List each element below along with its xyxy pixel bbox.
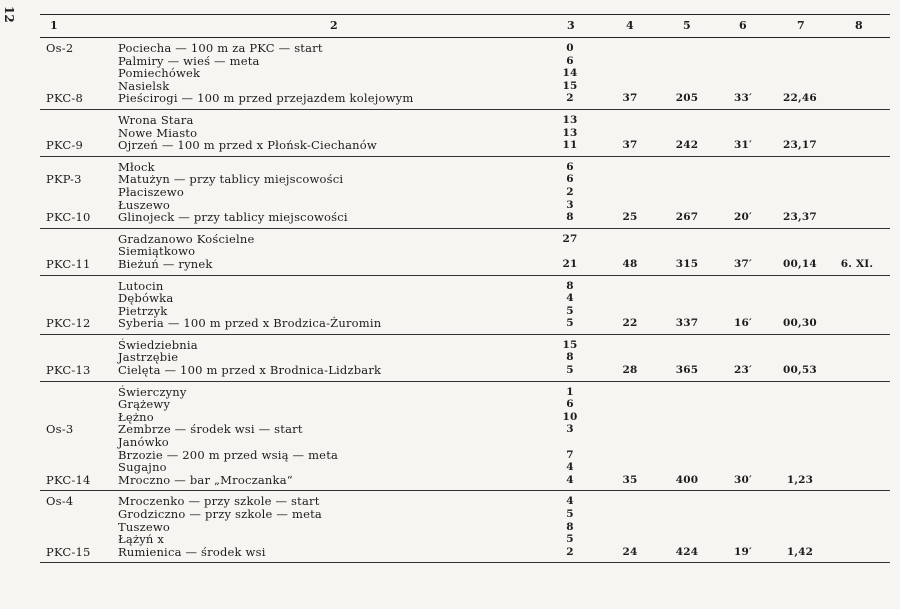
table-row: [40, 186, 890, 199]
segment-time: 33′: [734, 92, 752, 105]
location-name: Bieżuń — rynek: [118, 256, 213, 271]
table-section: [40, 491, 890, 563]
total-km: 205: [675, 92, 699, 105]
table-row: [40, 317, 890, 330]
distance-km: 4: [566, 495, 574, 508]
distance-km: 15: [562, 79, 578, 92]
total-km: 424: [675, 545, 699, 558]
location-name: Jastrzębie: [118, 350, 179, 365]
page-number: 12: [2, 6, 16, 23]
segment-km: 48: [622, 257, 638, 270]
table-header: [40, 14, 890, 38]
header-col-5: 5: [683, 19, 691, 32]
distance-km: 13: [562, 113, 578, 126]
location-name: Nowe Miasto: [118, 125, 198, 140]
table-body: [40, 38, 890, 563]
header-col-1: 1: [50, 19, 58, 32]
distance-km: 3: [566, 198, 574, 211]
segment-time: 37′: [734, 257, 752, 270]
distance-km: 10: [562, 410, 578, 423]
table-section: [40, 157, 890, 229]
segment-km: 22: [622, 317, 638, 330]
location-name: Świedziebnia: [118, 337, 198, 352]
distance-km: 6: [566, 398, 574, 411]
distance-km: 4: [566, 292, 574, 305]
location-name: Lutocin: [118, 278, 164, 293]
distance-km: 11: [562, 139, 578, 152]
checkpoint-code: Os-3: [46, 422, 74, 437]
table-section: [40, 276, 890, 335]
table-row: [40, 449, 890, 462]
table-row: [40, 461, 890, 474]
table-row: [40, 474, 890, 487]
total-km: 242: [675, 139, 699, 152]
checkpoint-code: PKP-3: [46, 172, 82, 187]
arrival-time: 00,14: [783, 257, 817, 270]
segment-km: 35: [622, 473, 638, 486]
checkpoint-code: PKC-8: [46, 91, 84, 106]
table-row: [40, 508, 890, 521]
distance-km: 1: [566, 385, 574, 398]
table-section: [40, 382, 890, 492]
distance-km: 0: [566, 42, 574, 54]
total-km: 337: [675, 317, 699, 330]
location-name: Matużyn — przy tablicy miejscowości: [118, 172, 344, 187]
distance-km: 5: [566, 533, 574, 546]
distance-km: 6: [566, 54, 574, 67]
table-row: [40, 42, 890, 55]
location-name: Grążewy: [118, 397, 171, 412]
distance-km: 8: [566, 211, 574, 224]
header-col-4: 4: [626, 19, 634, 32]
segment-time: 23′: [734, 364, 752, 377]
distance-km: 5: [566, 304, 574, 317]
arrival-time: 1,42: [786, 545, 814, 558]
checkpoint-code: PKC-13: [46, 363, 91, 378]
distance-km: 27: [562, 232, 578, 245]
checkpoint-code: PKC-10: [46, 210, 91, 225]
arrival-time: 00,30: [783, 317, 817, 330]
arrival-time: 1,23: [786, 473, 814, 486]
arrival-time: 22,46: [783, 92, 817, 105]
table-row: [40, 521, 890, 534]
segment-km: 37: [622, 92, 638, 105]
location-name: Syberia — 100 m przed x Brodzica-Żuromin: [118, 316, 382, 331]
arrival-time: 23,37: [783, 211, 817, 224]
checkpoint-code: Os-4: [46, 494, 74, 509]
date: 6. XI.: [840, 257, 874, 270]
distance-km: 3: [566, 423, 574, 436]
location-name: Pomiechówek: [118, 66, 201, 81]
location-name: Zembrze — środek wsi — start: [118, 422, 303, 437]
location-name: Ojrzeń — 100 m przed x Płońsk-Ciechanów: [118, 138, 377, 153]
arrival-time: 00,53: [783, 364, 817, 377]
table-row: [40, 92, 890, 105]
distance-km: 5: [566, 508, 574, 520]
table-row: [40, 67, 890, 80]
location-name: Siemiątkowo: [118, 244, 196, 259]
location-name: Łążyń x: [118, 532, 165, 547]
segment-time: 19′: [734, 545, 752, 558]
location-name: Nasielsk: [118, 78, 170, 93]
distance-km: 6: [566, 160, 574, 173]
location-name: Mroczenko — przy szkole — start: [118, 494, 320, 509]
location-name: Glinojeck — przy tablicy miejscowości: [118, 210, 348, 225]
segment-km: 37: [622, 139, 638, 152]
location-name: Pieścirogi — 100 m przed przejazdem kolejowym: [118, 91, 414, 106]
checkpoint-code: PKC-11: [46, 256, 91, 271]
header-col-3: 3: [567, 19, 575, 32]
table-row: [40, 292, 890, 305]
distance-km: 4: [566, 473, 574, 486]
table-section: [40, 335, 890, 382]
segment-time: 20′: [734, 211, 752, 224]
location-name: Cielęta — 100 m przed x Brodnica-Lidzbark: [118, 363, 382, 378]
distance-km: 15: [562, 338, 578, 351]
header-col-6: 6: [739, 19, 747, 32]
location-name: Dębówka: [118, 291, 174, 306]
location-name: Młock: [118, 159, 155, 174]
total-km: 365: [675, 364, 699, 377]
segment-time: 30′: [734, 473, 752, 486]
location-name: Sugajno: [118, 460, 167, 475]
checkpoint-code: PKC-14: [46, 472, 91, 487]
location-name: Świerczyny: [118, 384, 187, 399]
location-name: Janówko: [118, 435, 169, 450]
distance-km: 8: [566, 279, 574, 292]
checkpoint-code: Os-2: [46, 41, 74, 55]
segment-time: 31′: [734, 139, 752, 152]
distance-km: 8: [566, 351, 574, 364]
table-row: [40, 436, 890, 449]
header-col-2: 2: [330, 19, 338, 32]
location-name: Pietrzyk: [118, 303, 168, 318]
total-km: 400: [675, 473, 699, 486]
distance-km: 8: [566, 520, 574, 533]
segment-km: 24: [622, 545, 638, 558]
header-col-7: 7: [797, 19, 805, 32]
distance-km: 2: [566, 545, 574, 558]
arrival-time: 23,17: [783, 139, 817, 152]
location-name: Palmiry — wieś — meta: [118, 53, 260, 68]
location-name: Mroczno — bar „Mroczanka“: [118, 472, 293, 487]
location-name: Rumienica — środek wsi: [118, 544, 266, 559]
table-section: [40, 229, 890, 276]
location-name: Pociecha — 100 m za PKC — start: [118, 41, 323, 55]
table-row: [40, 546, 890, 559]
location-name: Płaciszewo: [118, 184, 184, 199]
total-km: 315: [675, 257, 699, 270]
segment-time: 16′: [734, 317, 752, 330]
table-section: [40, 38, 890, 110]
distance-km: 7: [566, 448, 574, 461]
checkpoint-code: PKC-9: [46, 138, 84, 153]
distance-km: 5: [566, 317, 574, 330]
table-row: [40, 364, 890, 377]
distance-km: 13: [562, 126, 578, 139]
table-row: [40, 258, 890, 271]
location-name: Gradzanowo Kościelne: [118, 231, 255, 246]
distance-km: 6: [566, 173, 574, 186]
distance-km: 2: [566, 92, 574, 105]
location-name: Grodziczno — przy szkole — meta: [118, 507, 322, 521]
distance-km: 21: [562, 257, 578, 270]
location-name: Łężno: [118, 409, 154, 424]
route-table: [40, 14, 890, 563]
distance-km: 5: [566, 364, 574, 377]
table-section: [40, 110, 890, 157]
location-name: Brzozie — 200 m przed wsią — meta: [118, 447, 339, 462]
checkpoint-code: PKC-12: [46, 316, 91, 331]
total-km: 267: [675, 211, 699, 224]
segment-km: 25: [622, 211, 638, 224]
location-name: Łuszewo: [118, 197, 171, 212]
distance-km: 14: [562, 67, 578, 80]
table-row: [40, 139, 890, 152]
table-row: [40, 398, 890, 411]
distance-km: 2: [566, 185, 574, 198]
location-name: Wrona Stara: [118, 112, 194, 127]
table-row: [40, 533, 890, 546]
table-row: [40, 211, 890, 224]
segment-km: 28: [622, 364, 638, 377]
table-row: [40, 114, 890, 127]
header-col-8: 8: [855, 19, 863, 32]
location-name: Tuszewo: [118, 519, 171, 534]
distance-km: 4: [566, 461, 574, 474]
checkpoint-code: PKC-15: [46, 544, 91, 559]
